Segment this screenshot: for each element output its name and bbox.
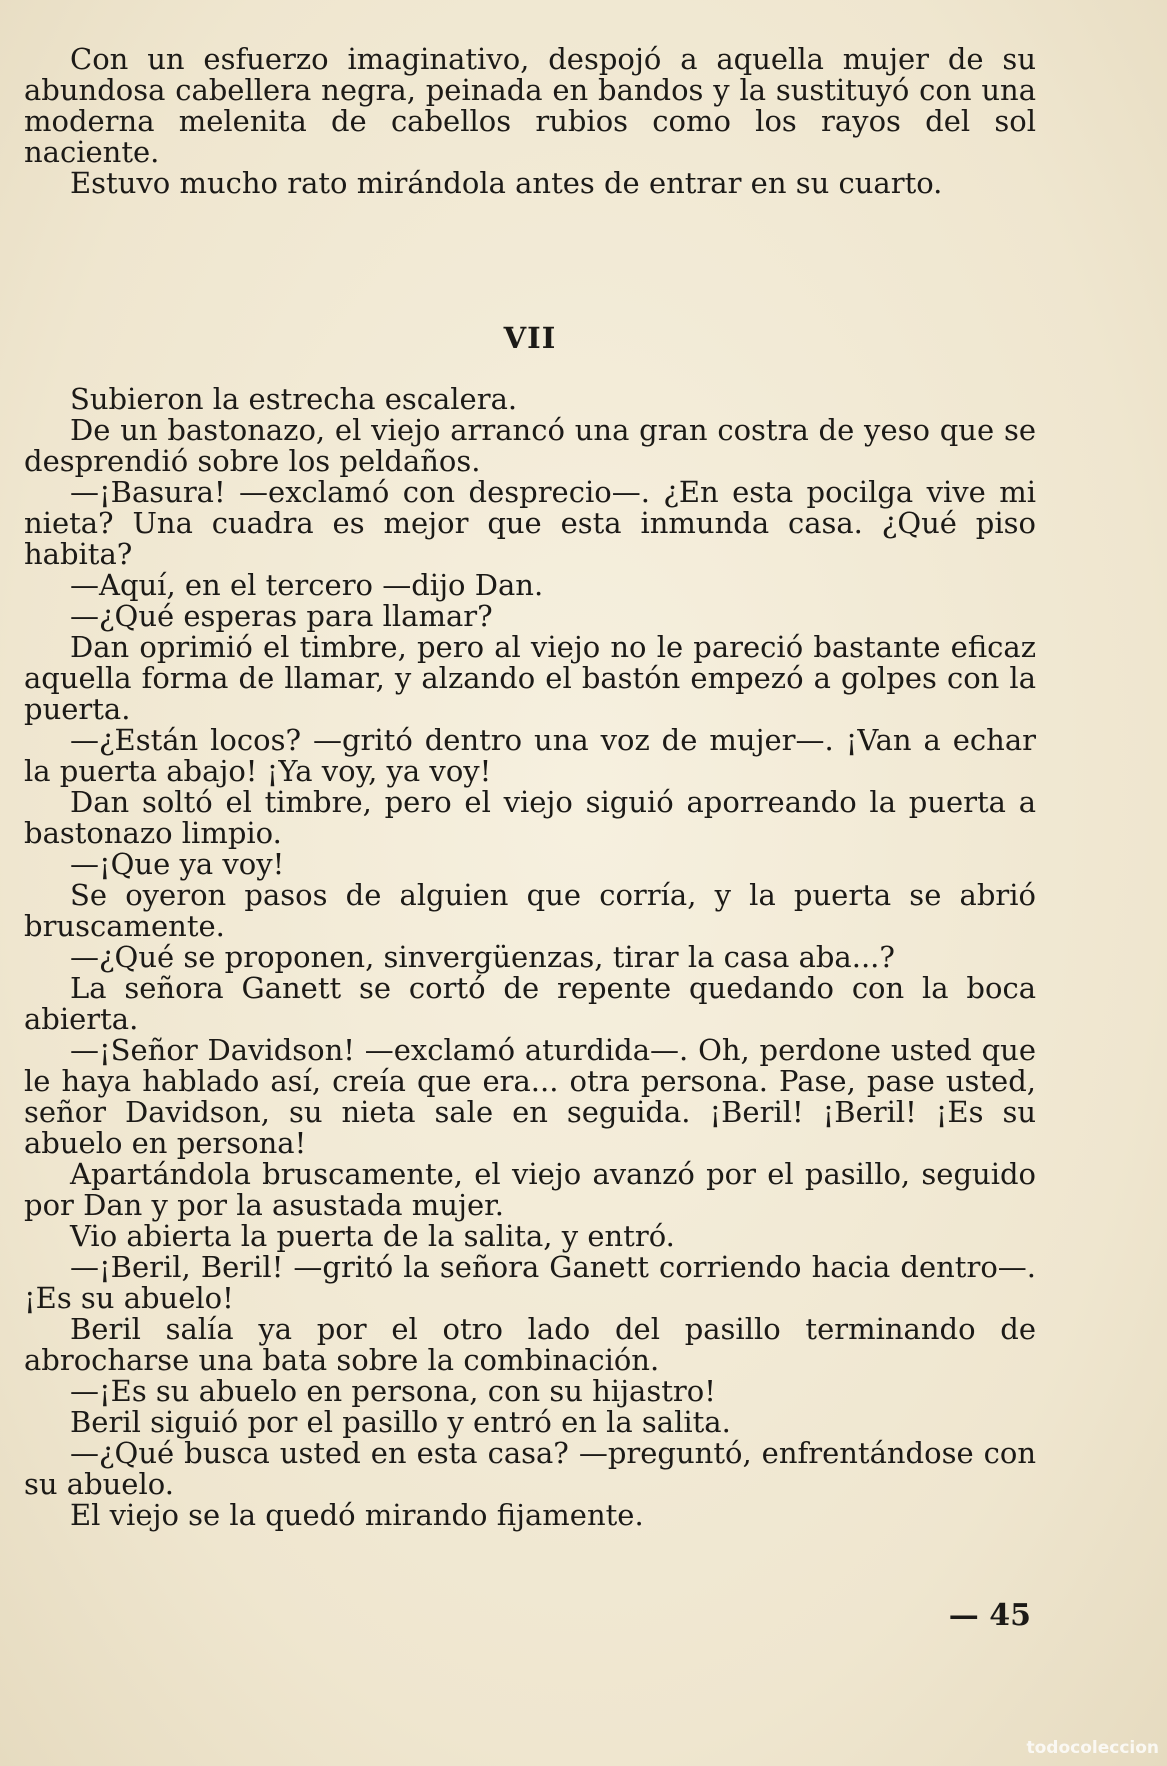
paragraph: Estuvo mucho rato mirándola antes de entrar en su cuarto. [70, 166, 943, 200]
paragraph: —¿Qué busca usted en esta casa? —preguntó, enfrentándose con su abuelo. [24, 1436, 1036, 1501]
paragraph: De un bastonazo, el viejo arrancó una gran costra de yeso que se desprendió sobre los peldaños. [24, 413, 1036, 478]
paragraph: —¡Que ya voy! [70, 847, 285, 881]
paragraph: El viejo se la quedó mirando fijamente. [70, 1498, 644, 1532]
chapter-heading: VII [503, 321, 557, 355]
paragraph: —¡Basura! —exclamó con desprecio—. ¿En esta pocilga vive mi nieta? Una cuadra es mejor que esta inmunda casa. ¿Qué piso habita? [24, 475, 1036, 571]
paragraph: —¡Es su abuelo en persona, con su hijastro! [70, 1374, 716, 1408]
paragraph: —¿Qué se proponen, sinvergüenzas, tirar la casa aba...? [70, 940, 895, 974]
paragraph: Apartándola bruscamente, el viejo avanzó por el pasillo, seguido por Dan y por la asustada mujer. [24, 1157, 1036, 1222]
paragraph: —¿Qué esperas para llamar? [70, 599, 493, 633]
paragraph: —¡Señor Davidson! —exclamó aturdida—. Oh, perdone usted que le haya hablado así, creía que era... otra persona. Pase, pase usted, señor Davidson, su nieta sale en seguida. ¡Beril! ¡Beril! ¡Es su abuelo en persona! [24, 1033, 1036, 1160]
paragraph: —¡Beril, Beril! —gritó la señora Ganett corriendo hacia dentro—. ¡Es su abuelo! [24, 1250, 1036, 1315]
paragraph: La señora Ganett se cortó de repente quedando con la boca abierta. [24, 971, 1036, 1036]
paragraph: Vio abierta la puerta de la salita, y entró. [70, 1219, 675, 1253]
paragraph: Dan soltó el timbre, pero el viejo siguió aporreando la puerta a bastonazo limpio. [24, 785, 1036, 850]
watermark-logo: todocoleccion [1026, 1738, 1159, 1758]
paragraph: —¿Están locos? —gritó dentro una voz de mujer—. ¡Van a echar la puerta abajo! ¡Ya voy, ya voy! [24, 723, 1036, 788]
paragraph: Con un esfuerzo imaginativo, despojó a aquella mujer de su abundosa cabellera negra, peinada en bandos y la sustituyó con una moderna melenita de cabellos rubios como los rayos del sol naciente. [24, 42, 1036, 169]
paragraph: Beril salía ya por el otro lado del pasillo terminando de abrocharse una bata sobre la combinación. [24, 1312, 1036, 1377]
page-number: — 45 [948, 1598, 1031, 1633]
paragraph: Dan oprimió el timbre, pero al viejo no le pareció bastante eficaz aquella forma de llamar, y alzando el bastón empezó a golpes con la puerta. [24, 630, 1036, 726]
paragraph: Subieron la estrecha escalera. [70, 382, 518, 416]
paragraph: —Aquí, en el tercero —dijo Dan. [70, 568, 544, 602]
paragraph: Beril siguió por el pasillo y entró en la salita. [70, 1405, 731, 1439]
main-text-block [24, 384, 1036, 1531]
paragraph: Se oyeron pasos de alguien que corría, y la puerta se abrió bruscamente. [24, 878, 1036, 943]
top-text-block [24, 44, 1036, 199]
